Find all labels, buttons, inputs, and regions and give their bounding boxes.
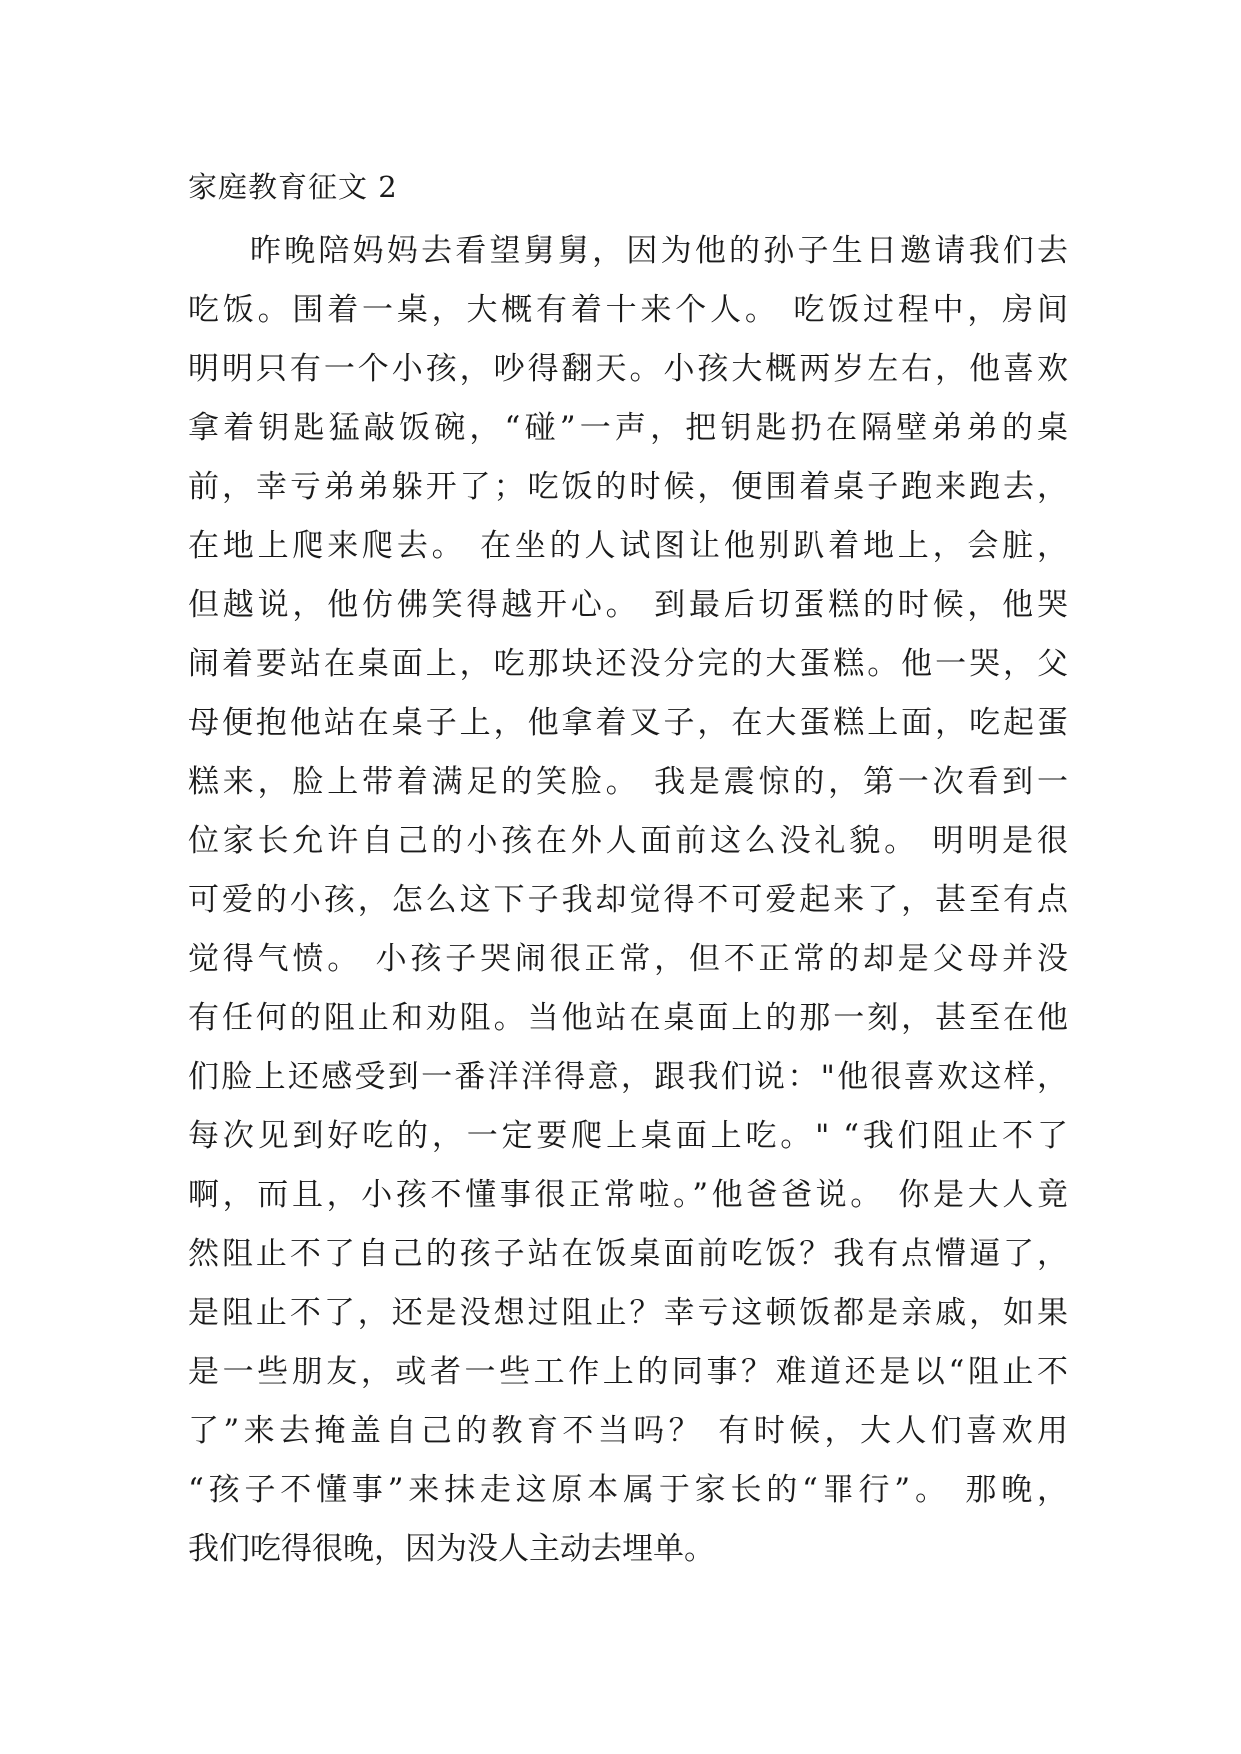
text-line: 吃饭。围着一桌，大概有着十来个人。 吃饭过程中，房间	[188, 292, 1068, 328]
text-line: 位家长允许自己的小孩在外人面前这么没礼貌。 明明是很	[188, 823, 1068, 859]
text-line: 拿着钥匙猛敲饭碗，“碰”一声，把钥匙扔在隔壁弟弟的桌	[188, 410, 1068, 446]
text-line: “孩子不懂事”来抹走这原本属于家长的“罪行”。 那晚，	[188, 1472, 1068, 1508]
text-line: 在地上爬来爬去。 在坐的人试图让他别趴着地上，会脏，	[188, 528, 1068, 564]
text-line: 我们吃得很晚，因为没人主动去埋单。	[188, 1531, 715, 1567]
text-line: 昨晚陪妈妈去看望舅舅，因为他的孙子生日邀请我们去	[250, 233, 1068, 269]
text-line: 前，幸亏弟弟躲开了；吃饭的时候，便围着桌子跑来跑去，	[188, 469, 1068, 505]
text-line: 母便抱他站在桌子上，他拿着叉子，在大蛋糕上面，吃起蛋	[188, 705, 1068, 741]
text-line: 明明只有一个小孩，吵得翻天。小孩大概两岁左右，他喜欢	[188, 351, 1068, 387]
text-line: 了”来去掩盖自己的教育不当吗？ 有时候，大人们喜欢用	[188, 1413, 1068, 1449]
text-line: 有任何的阻止和劝阻。当他站在桌面上的那一刻，甚至在他	[188, 1000, 1068, 1036]
text-line: 是阻止不了，还是没想过阻止？幸亏这顿饭都是亲戚，如果	[188, 1295, 1068, 1331]
text-line: 闹着要站在桌面上，吃那块还没分完的大蛋糕。他一哭，父	[188, 646, 1068, 682]
text-line: 觉得气愤。 小孩子哭闹很正常，但不正常的却是父母并没	[188, 941, 1068, 977]
document-title: 家庭教育征文 2	[188, 170, 398, 204]
text-line: 糕来，脸上带着满足的笑脸。 我是震惊的，第一次看到一	[188, 764, 1068, 800]
text-line: 可爱的小孩，怎么这下子我却觉得不可爱起来了，甚至有点	[188, 882, 1068, 918]
text-line: 们脸上还感受到一番洋洋得意，跟我们说："他很喜欢这样，	[188, 1059, 1068, 1095]
text-line: 是一些朋友，或者一些工作上的同事？难道还是以“阻止不	[188, 1354, 1068, 1390]
text-line: 啊，而且，小孩不懂事很正常啦。”他爸爸说。 你是大人竟	[188, 1177, 1068, 1213]
text-line: 每次见到好吃的，一定要爬上桌面上吃。" “我们阻止不了	[188, 1118, 1068, 1154]
text-line: 然阻止不了自己的孩子站在饭桌面前吃饭？我有点懵逼了，	[188, 1236, 1068, 1272]
essay-body	[188, 222, 1068, 1579]
text-line: 但越说，他仿佛笑得越开心。 到最后切蛋糕的时候，他哭	[188, 587, 1068, 623]
